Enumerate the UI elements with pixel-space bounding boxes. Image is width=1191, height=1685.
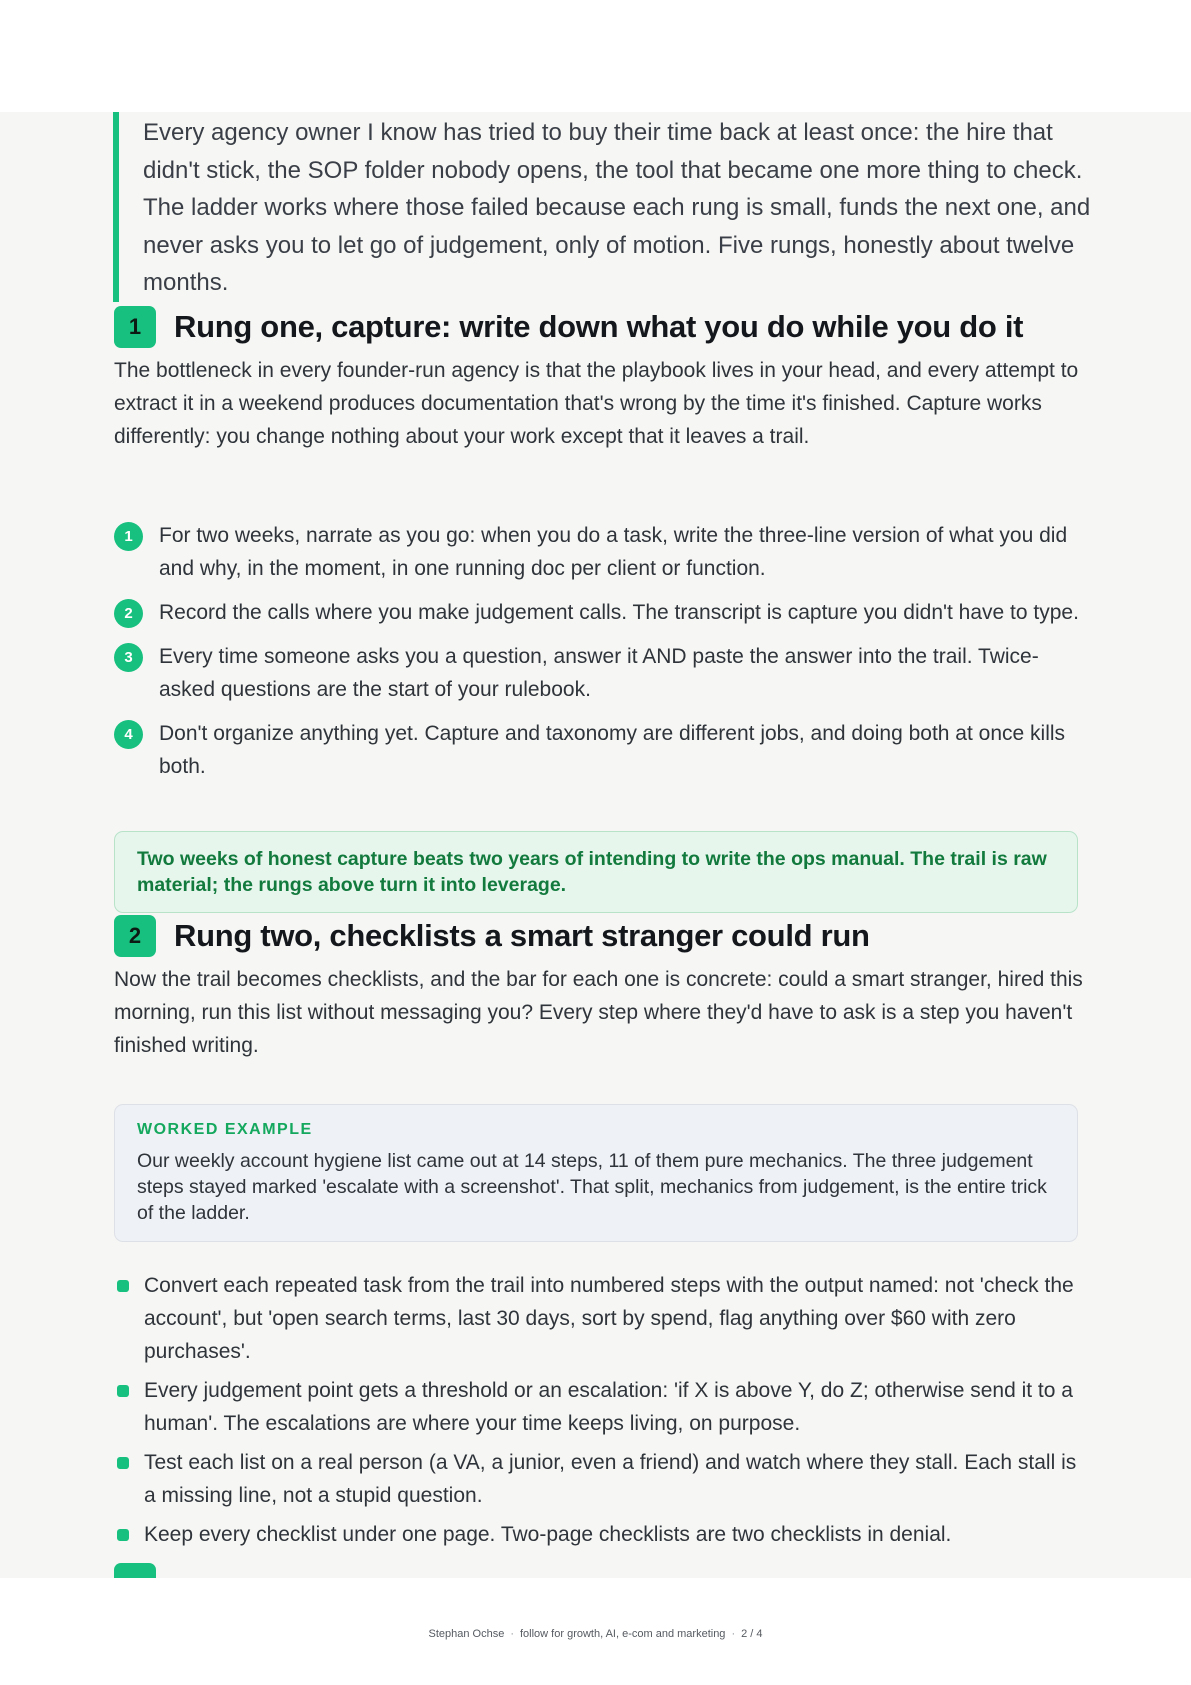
rung-one-title: Rung one, capture: write down what you do while you do it <box>174 309 1024 344</box>
bullet-marker <box>117 1529 129 1541</box>
list-item <box>114 596 1089 629</box>
bullet-marker <box>117 1457 129 1469</box>
rung-two-bullets <box>114 1269 1089 1557</box>
step-text: Record the calls where you make judgement calls. The transcript is capture you didn't have to type. <box>159 601 1079 624</box>
list-item <box>114 1518 1089 1551</box>
bullet-text: Keep every checklist under one page. Two-page checklists are two checklists in denial. <box>144 1523 952 1546</box>
list-item <box>114 1446 1089 1512</box>
separator-dot: · <box>731 1628 736 1640</box>
callout-text: Two weeks of honest capture beats two years of intending to write the ops manual. The trail is raw material; the rungs above turn it into leverage. <box>137 848 1047 896</box>
step-text: Don't organize anything yet. Capture and taxonomy are different jobs, and doing both at once kills both. <box>159 722 1066 778</box>
bullet-text: Every judgement point gets a threshold or an escalation: 'if X is above Y, do Z; otherwise send it to a human'. The escalations are where your time keeps living, on purpose. <box>144 1379 1073 1435</box>
next-section-badge <box>114 1563 156 1578</box>
list-item <box>114 640 1089 706</box>
bullet-text: Convert each repeated task from the trail into numbered steps with the output named: not 'check the account', but 'open search terms, last 30 days, sort by spend, flag anything over $60 with zero purchases'. <box>144 1274 1074 1363</box>
bullet-marker <box>117 1385 129 1397</box>
list-item <box>114 1374 1089 1440</box>
rung-one-badge: 1 <box>114 306 156 348</box>
list-item <box>114 519 1089 585</box>
page-number: 2 / 4 <box>741 1628 763 1640</box>
worked-example-text: Our weekly account hygiene list came out at 14 steps, 11 of them pure mechanics. The three judgement steps stayed marked 'escalate with a screenshot'. That split, mechanics from judgement, is the entire trick of the ladder. <box>137 1150 1047 1224</box>
rung-one-body: The bottleneck in every founder-run agency is that the playbook lives in your head, and every attempt to extract it in a weekend produces documentation that's wrong by the time it's finished. Capture works differently: you change nothing about your work except that it leaves a trail. <box>114 359 1079 448</box>
list-item <box>114 717 1089 783</box>
intro-text: Every agency owner I know has tried to buy their time back at least once: the hire that didn't stick, the SOP folder nobody opens, the tool that became one more thing to check. The ladder works where those failed because each rung is small, funds the next one, and never asks you to let go of judgement, only of motion. Five rungs, honestly about twelve months. <box>143 119 1091 296</box>
footer-tagline: follow for growth, AI, e-com and marketing <box>520 1628 726 1640</box>
rung-two-heading <box>114 915 870 957</box>
worked-example-box <box>114 1104 1078 1242</box>
key-takeaway-callout <box>114 831 1078 913</box>
separator-dot: · <box>510 1628 514 1640</box>
list-item <box>114 1269 1089 1368</box>
bullet-text: Test each list on a real person (a VA, a junior, even a friend) and watch where they stall. Each stall is a missing line, not a stupid question. <box>144 1451 1077 1507</box>
bullet-marker <box>117 1280 129 1292</box>
rung-two-title: Rung two, checklists a smart stranger could run <box>174 918 870 953</box>
rung-one-steps <box>114 519 1089 794</box>
footer-author: Stephan Ochse <box>428 1628 505 1640</box>
rung-two-badge: 2 <box>114 915 156 957</box>
step-text: Every time someone asks you a question, answer it AND paste the answer into the trail. Twice-asked questions are the start of your rulebook. <box>159 645 1039 701</box>
page-footer <box>0 1578 1191 1685</box>
page-content <box>0 112 1191 1578</box>
step-number-1: 1 <box>114 522 143 551</box>
step-number-2: 2 <box>114 599 143 628</box>
step-text: For two weeks, narrate as you go: when you do a task, write the three-line version of what you did and why, in the moment, in one running doc per client or function. <box>159 524 1068 580</box>
rung-two-body: Now the trail becomes checklists, and the bar for each one is concrete: could a smart stranger, hired this morning, run this list without messaging you? Every step where they'd have to ask is a step you haven't finished writing. <box>114 968 1083 1057</box>
worked-example-label: WORKED EXAMPLE <box>137 1121 313 1138</box>
rung-one-heading <box>114 306 1023 348</box>
intro-blockquote <box>113 112 1113 302</box>
page-top-margin <box>0 0 1191 112</box>
step-number-3: 3 <box>114 643 143 672</box>
step-number-4: 4 <box>114 720 143 749</box>
footer-line <box>0 1628 1191 1640</box>
